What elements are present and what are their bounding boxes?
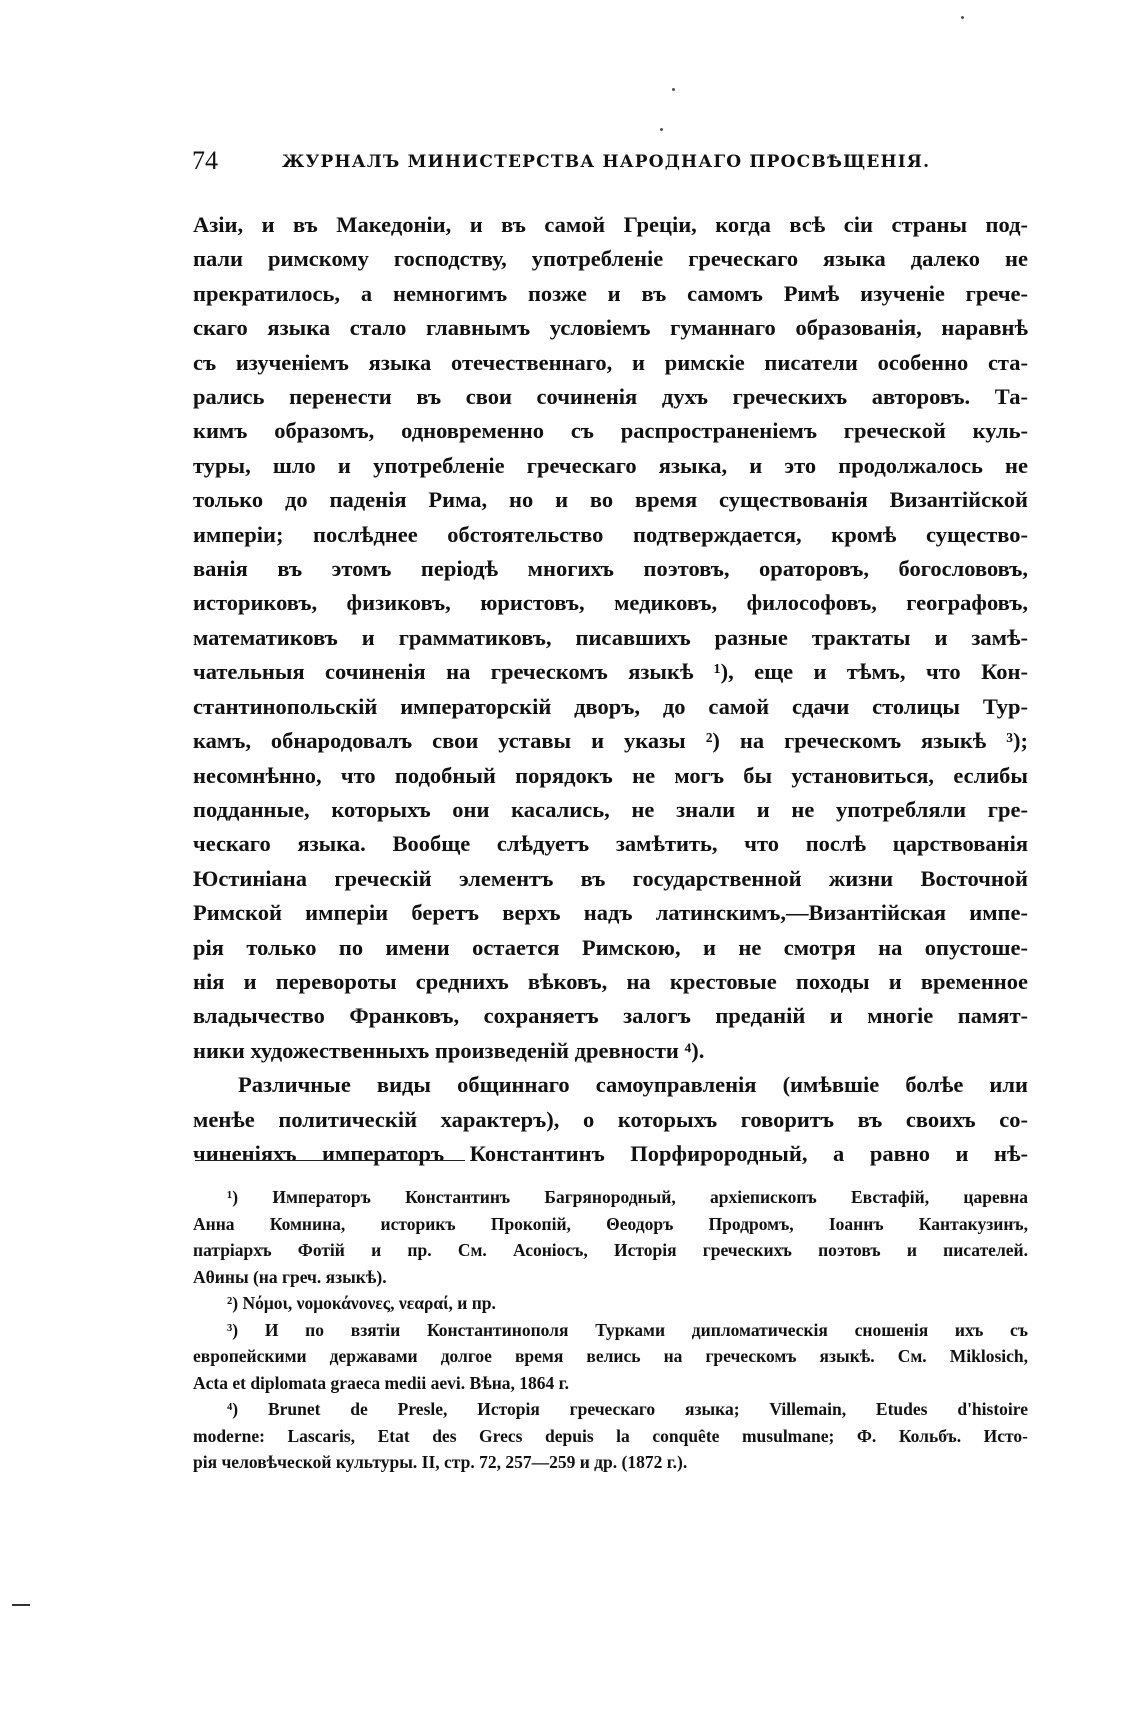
footnote-line: Аθины (на греч. языкѣ). [193,1266,387,1287]
text-line: Различные виды общиннаго самоуправленія (имѣвшіе болѣе или [238,1072,1028,1098]
text-line: чательныя сочиненія на греческомъ языкѣ ¹), еще и тѣмъ, что Кон- [193,659,1028,685]
text-line: математиковъ и грамматиковъ, писавшихъ разные трактаты и замѣ- [193,624,1028,650]
footnote-line: moderne: Lascaris, Etat des Grecs depuis la conquête musulmane; Ф. Кольбъ. Исто- [193,1425,1028,1446]
footnote-line: ⁴) Brunet de Presle, Исторія греческаго языка; Villemain, Etudes d'histoire [227,1399,1028,1419]
text-line: прекратилось, а немногимъ позже и въ самомъ Римѣ изученіе грече- [193,280,1028,306]
main-text [193,208,1028,1171]
text-line: подданные, которыхъ они касались, не знали и не употребляли гре- [193,796,1028,822]
text-line: рались перенести въ свои сочиненія духъ греческихъ авторовъ. Та- [193,384,1028,410]
text-line: нія и перевороты среднихъ вѣковъ, на крестовые походы и временное [193,968,1028,994]
footnote-line: рія человѣческой культуры. II, стр. 72, 257—259 и др. (1872 г.). [193,1452,688,1472]
text-line: камъ, обнародовалъ свои уставы и указы ²) на греческомъ языкѣ ³); [193,728,1028,754]
footnote-line: европейскими державами долгое время велись на греческомъ языкѣ. См. Miklosich, [193,1346,1028,1366]
text-line: кимъ образомъ, одновременно съ распространеніемъ греческой куль- [193,418,1028,444]
scan-speck [961,16,964,19]
text-line: владычество Франковъ, сохраняетъ залогъ преданій и многіе памят- [193,1003,1028,1029]
text-line: Римской имперіи беретъ верхъ надъ латинскимъ,—Византійская импе- [193,900,1028,926]
scan-speck [672,88,675,91]
footnote-line: ³) И по взятіи Константинополя Турками дипломатическія сношенія ихъ съ [227,1319,1028,1340]
footnote-line: Анна Комнина, историкъ Прокопій, Θеодоръ Продромъ, Іоаннъ Кантакузинъ, [193,1213,1028,1234]
footnotes [193,1184,1028,1476]
scan-speck [660,128,663,131]
footnote-line: патріархъ Фотій и пр. См. Асонiосъ, Исторія греческихъ поэтовъ и писателей. [193,1240,1028,1260]
running-title: ЖУРНАЛЪ МИНИСТЕРСТВА НАРОДНАГО ПРОСВѢЩЕНІЯ. [282,152,931,172]
text-line: ники художественныхъ произведеній древности ⁴). [193,1037,705,1063]
text-line: ческаго языка. Вообще слѣдуетъ замѣтить, что послѣ царствованія [193,831,1028,857]
page-number: 74 [192,146,218,175]
text-line: чиненіяхъ императоръ Константинъ Порфирородный, а равно и нѣ- [193,1140,1028,1166]
margin-mark [12,1604,30,1606]
text-line: рія только по имени остается Римскою, и не смотря на опустоше- [193,934,1028,960]
text-line: историковъ, физиковъ, юристовъ, медиковъ, философовъ, географовъ, [193,590,1028,616]
text-line: стантинопольскій императорскій дворъ, до самой сдачи столицы Тур- [193,693,1028,719]
footnote-line: ²) Νόμοι, νομοκάνονες, νεαραί, и пр. [227,1293,496,1313]
text-line: имперіи; послѣднее обстоятельство подтверждается, кромѣ существо- [193,521,1028,547]
text-line: пали римскому господству, употребленіе греческаго языка далеко не [193,246,1028,272]
text-line: съ изученіемъ языка отечественнаго, и римскіе писатели особенно ста- [193,349,1028,375]
text-line: ванія въ этомъ періодѣ многихъ поэтовъ, ораторовъ, богослововъ, [193,556,1028,582]
text-line: Юстиніана греческій элементъ въ государственной жизни Восточной [193,865,1028,891]
text-line: туры, шло и употребленіе греческаго языка, и это продолжалось не [193,452,1028,478]
text-line: Азіи, и въ Македоніи, и въ самой Греціи, когда всѣ сіи страны под- [193,212,1028,237]
footnote-line: ¹) Императоръ Константинъ Багрянородный, архіепископъ Евстафій, царевна [227,1187,1028,1207]
text-line: несомнѣнно, что подобный порядокъ не могъ бы установиться, еслибы [193,762,1028,788]
text-line: только до паденія Рима, но и во время существованія Византійской [193,487,1028,513]
text-line: скаго языка стало главнымъ условіемъ гуманнаго образованія, наравнѣ [193,315,1028,341]
footnote-line: Acta et diplomata graeca medii aevi. Вѣна, 1864 г. [193,1372,570,1393]
footnote-divider [195,1160,465,1161]
text-line: менѣе политическій характеръ), о которыхъ говоритъ въ своихъ со- [193,1106,1028,1132]
page-header [192,146,1032,180]
